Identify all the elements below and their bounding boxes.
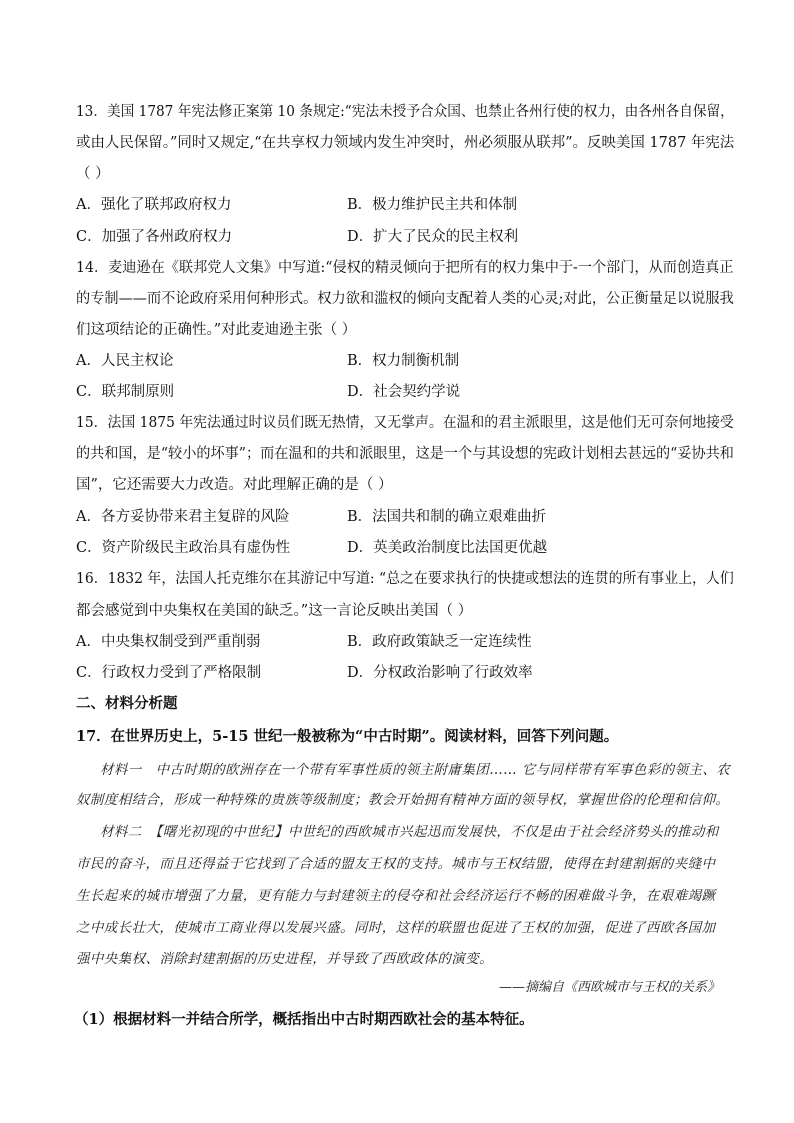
material-2-line-4: 之中成长壮大，使城市工商业得以发展兴盛。同时，这样的联盟也促进了王权的加强，促进了西欧各国加 xyxy=(76,920,716,936)
q15-option-c[interactable]: C．资产阶级民主政治具有虚伪性 xyxy=(76,540,291,556)
q16-option-d[interactable]: D．分权政治影响了行政效率 xyxy=(347,665,533,681)
material-2-line-5: 强中央集权、消除封建割据的历史进程，并导致了西欧政体的演变。 xyxy=(76,951,493,967)
q14-stem-line-2: 的专制——而不论政府采用何种形式。权力欲和滥权的倾向支配着人类的心灵;对此，公正衡量足以说服我 xyxy=(76,291,734,307)
q16-stem-line-2: 都会感觉到中央集权在美国的缺乏。”这一言论反映出美国（ ） xyxy=(76,603,473,619)
q15-option-d[interactable]: D．英美政治制度比法国更优越 xyxy=(347,540,548,556)
q13-stem-line-3: （ ） xyxy=(76,166,110,182)
q13-stem-line-2: 或由人民保留。”同时又规定,“在共享权力领域内发生冲突时，州必须服从联邦”。反映美国 1787 年宪法 xyxy=(76,135,735,151)
q13-option-c[interactable]: C．加强了各州政府权力 xyxy=(76,229,233,245)
q15-option-b[interactable]: B．法国共和制的确立艰难曲折 xyxy=(347,509,547,525)
q16-option-c[interactable]: C．行政权力受到了严格限制 xyxy=(76,665,262,681)
q16-option-b[interactable]: B．政府政策缺乏一定连续性 xyxy=(347,634,532,650)
q14-option-b[interactable]: B．权力制衡机制 xyxy=(347,353,460,369)
material-2-line-1: 材料二 【曙光初现的中世纪】中世纪的西欧城市兴起迅而发展快，不仅是由于社会经济势头的推动和 xyxy=(100,824,719,840)
material-1-line-2: 奴制度相结合，形成一种特殊的贵族等级制度；教会开始拥有精神方面的领导权，掌握世俗的伦理和信仰。 xyxy=(76,792,730,808)
q14-option-c[interactable]: C．联邦制原则 xyxy=(76,384,175,400)
q17-title: 17．在世界历史上，5-15 世纪一般被称为“中古时期”。阅读材料，回答下列问题。 xyxy=(76,728,619,745)
q14-option-a[interactable]: A．人民主权论 xyxy=(76,353,174,369)
material-2-line-3: 生长起来的城市增强了力量，更有能力与封建领主的侵夺和社会经济运行不畅的困难做斗争，在艰难竭蹶 xyxy=(76,888,716,904)
q13-option-d[interactable]: D．扩大了民众的民主权利 xyxy=(347,229,519,245)
q15-stem-line-3: 国”，它还需要大力改造。对此理解正确的是（ ） xyxy=(76,477,393,493)
q13-stem-line-1: 13．美国 1787 年宪法修正案第 10 条规定:“宪法未授予合众国、也禁止各州行使的权力，由各州各自保留， xyxy=(76,104,734,120)
material-2-line-2: 市民的奋斗，而且还得益于它找到了合适的盟友王权的支持。城市与王权结盟，使得在封建割据的夹缝中 xyxy=(76,856,716,872)
q14-stem-line-1: 14．麦迪逊在《联邦党人文集》中写道:“侵权的精灵倾向于把所有的权力集中于-一个部门，从而创造真正 xyxy=(76,260,734,276)
q15-stem-line-1: 15．法国 1875 年宪法通过时议员们既无热情，又无掌声。在温和的君主派眼里，这是他们无可奈何地接受 xyxy=(76,415,734,431)
q14-stem-line-3: 们这项结论的正确性。”对此麦迪逊主张（ ） xyxy=(76,322,357,338)
section-heading: 二、材料分析题 xyxy=(76,695,178,712)
q14-option-d[interactable]: D．社会契约学说 xyxy=(347,384,461,400)
q15-stem-line-2: 的共和国，是“较小的坏事”；而在温和的共和派眼里，这是一个与其设想的宪政计划相去甚远的“妥协共和 xyxy=(76,446,734,462)
q17-sub-question-1: （1）根据材料一并结合所学，概括指出中古时期西欧社会的基本特征。 xyxy=(74,1011,534,1028)
q13-option-b[interactable]: B．极力维护民主共和体制 xyxy=(347,197,518,213)
material-1-line-1: 材料一 中古时期的欧洲存在一个带有军事性质的领主附庸集团…… 它与同样带有军事色彩的领主、农 xyxy=(100,762,731,778)
q13-option-a[interactable]: A．强化了联邦政府权力 xyxy=(76,197,232,213)
material-source: ——摘编自《西欧城市与王权的关系》 xyxy=(498,980,720,995)
q16-stem-line-1: 16．1832 年，法国人托克维尔在其游记中写道: “总之在要求执行的快捷或想法的连贯的所有事业上，人们 xyxy=(76,571,734,587)
q15-option-a[interactable]: A．各方妥协带来君主复辟的风险 xyxy=(76,509,290,525)
q16-option-a[interactable]: A．中央集权制受到严重削弱 xyxy=(76,634,261,650)
